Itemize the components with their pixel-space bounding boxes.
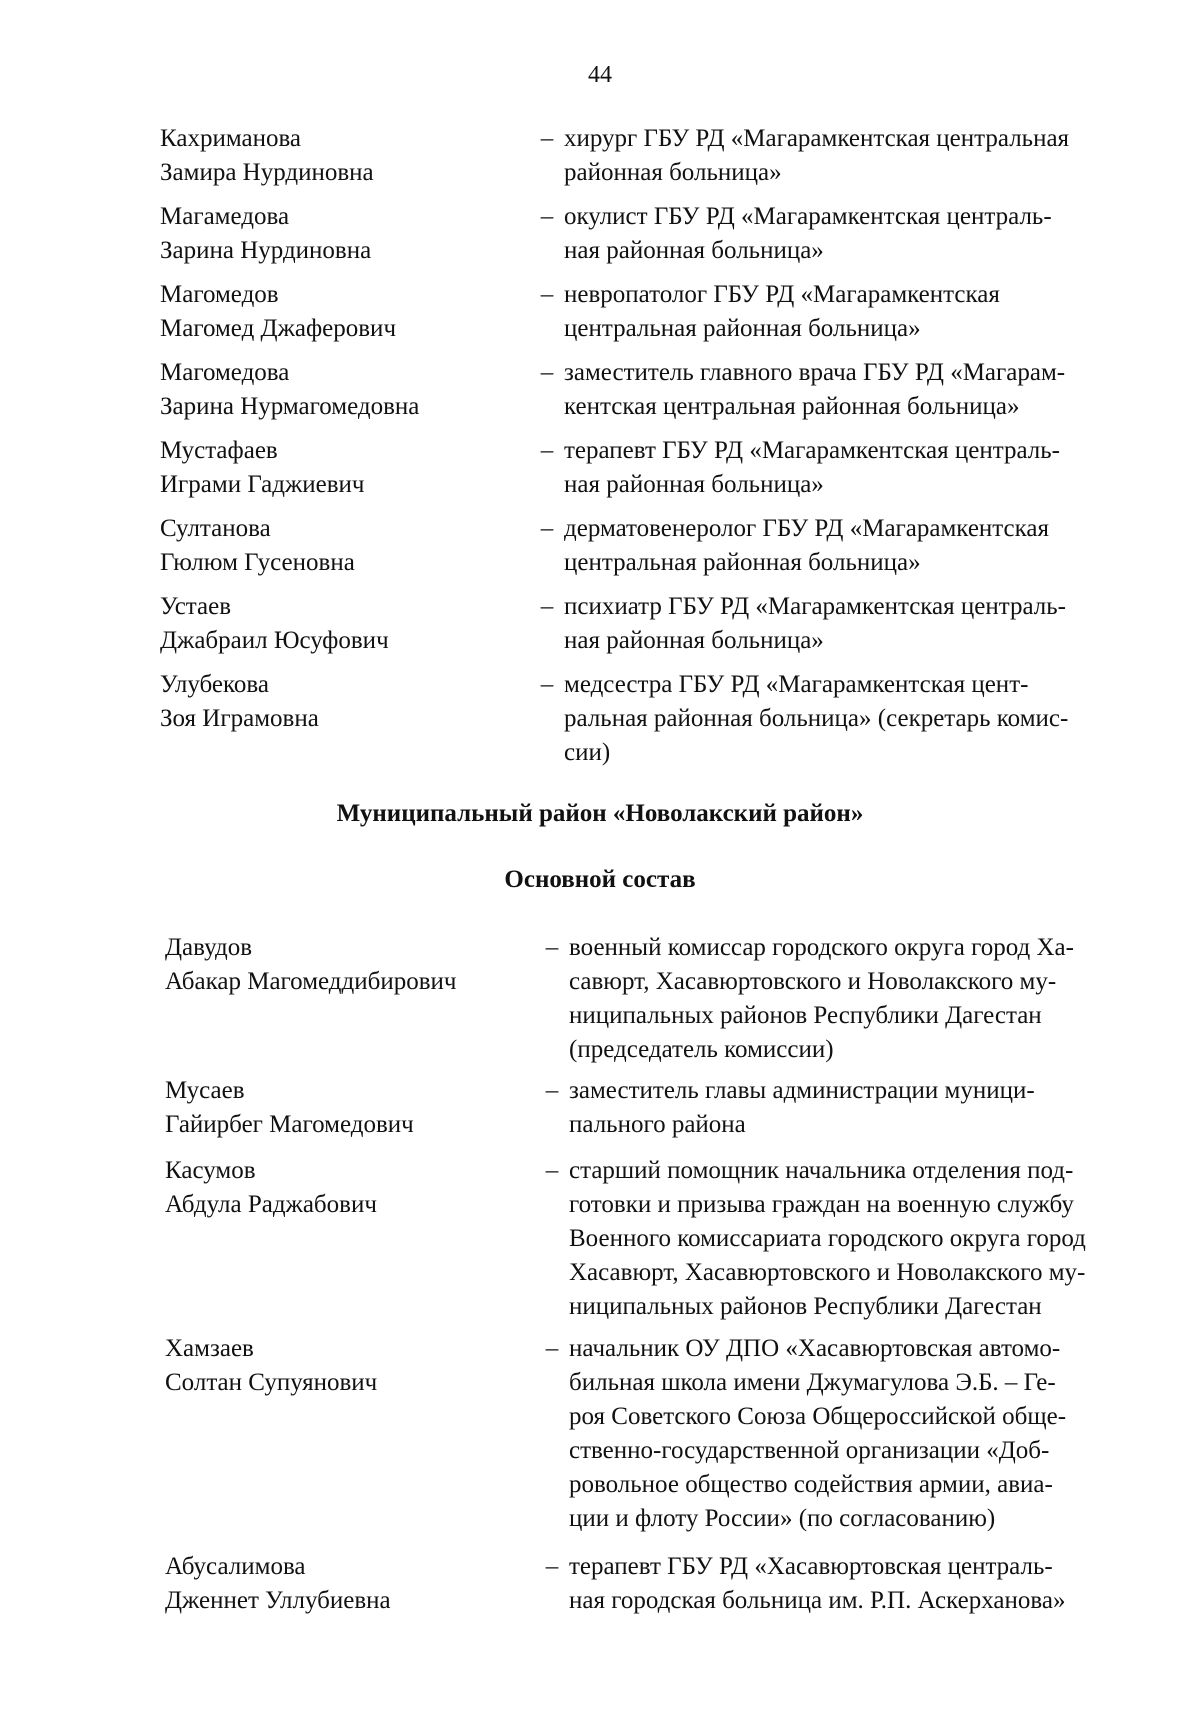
member-entry xyxy=(165,1154,1155,1332)
member-entry xyxy=(160,590,1150,668)
entry-dash: – xyxy=(545,934,559,961)
entry-dash: – xyxy=(540,593,554,620)
member-entry xyxy=(160,278,1150,356)
entry-dash: – xyxy=(540,281,554,308)
member-entry xyxy=(165,931,1155,1074)
member-list-section-2 xyxy=(165,931,1155,1618)
member-entry xyxy=(165,1550,1155,1618)
member-entry xyxy=(160,356,1150,434)
member-name: Магамедова Зарина Нурдиновна xyxy=(160,203,372,264)
member-name: Касумов Абдула Раджабович xyxy=(165,1157,377,1218)
member-entry xyxy=(160,200,1150,278)
member-name: Мусаев Гайирбег Магомедович xyxy=(165,1077,414,1138)
member-list-section-1 xyxy=(160,122,1150,770)
member-position: терапевт ГБУ РД «Магарамкентская централь- ная районная больница» xyxy=(564,437,1060,498)
entry-dash: – xyxy=(545,1553,559,1580)
composition-heading: Основной состав xyxy=(504,866,696,893)
member-position: начальник ОУ ДПО «Хасавюртовская автомо- бильная школа имени Джумагулова Э.Б. – Ге- роя Советского Союза Общероссийской обще- ственно-государственной организации «Доб- ровольное общество содействия армии, авиа- ции и флоту России» (по согласованию) xyxy=(569,1335,1067,1532)
member-name: Мустафаев Играми Гаджиевич xyxy=(160,437,365,498)
entry-dash: – xyxy=(540,359,554,386)
member-entry xyxy=(160,512,1150,590)
member-position: психиатр ГБУ РД «Магарамкентская централь- ная районная больница» xyxy=(564,593,1067,654)
member-entry xyxy=(165,1332,1155,1550)
entry-dash: – xyxy=(545,1335,559,1362)
member-position: военный комиссар городского округа город Ха- савюрт, Хасавюртовского и Новолакского му- ниципальных районов Республики Дагестан (председатель комиссии) xyxy=(569,934,1074,1063)
member-name: Давудов Абакар Магомеддибирович xyxy=(165,934,457,995)
member-name: Магомедова Зарина Нурмагомедовна xyxy=(160,359,420,420)
entry-dash: – xyxy=(540,515,554,542)
member-position: старший помощник начальника отделения под- готовки и призыва граждан на военную службу Военного комиссариата городского округа город Хасавюрт, Хасавюртовского и Новолакского му- ниципальных районов Республики Дагестан xyxy=(569,1157,1086,1320)
member-name: Устаев Джабраил Юсуфович xyxy=(160,593,389,654)
member-entry xyxy=(160,434,1150,512)
member-position: дерматовенеролог ГБУ РД «Магарамкентская центральная районная больница» xyxy=(564,515,1049,576)
member-position: хирург ГБУ РД «Магарамкентская центральная районная больница» xyxy=(564,125,1070,186)
entry-dash: – xyxy=(540,203,554,230)
member-position: терапевт ГБУ РД «Хасавюртовская централь- ная городская больница им. Р.П. Аскерханова» xyxy=(569,1553,1066,1614)
page-number: 44 xyxy=(588,62,612,88)
district-heading: Муниципальный район «Новолакский район» xyxy=(336,800,864,827)
member-entry xyxy=(160,122,1150,200)
member-name: Абусалимова Дженнет Уллубиевна xyxy=(165,1553,391,1614)
entry-dash: – xyxy=(540,671,554,698)
entry-dash: – xyxy=(545,1157,559,1184)
member-position: медсестра ГБУ РД «Магарамкентская цент- ральная районная больница» (секретарь комис- сии) xyxy=(564,671,1069,766)
member-position: заместитель главного врача ГБУ РД «Магарам- кентская центральная районная больница» xyxy=(564,359,1066,420)
member-name: Султанова Гюлюм Гусеновна xyxy=(160,515,355,576)
member-name: Магомедов Магомед Джаферович xyxy=(160,281,397,342)
member-name: Хамзаев Солтан Супуянович xyxy=(165,1335,378,1396)
member-name: Кахриманова Замира Нурдиновна xyxy=(160,125,374,186)
member-entry xyxy=(165,1074,1155,1154)
entry-dash: – xyxy=(545,1077,559,1104)
entry-dash: – xyxy=(540,125,554,152)
member-entry xyxy=(160,668,1150,770)
member-position: окулист ГБУ РД «Магарамкентская централь- ная районная больница» xyxy=(564,203,1052,264)
member-position: невропатолог ГБУ РД «Магарамкентская центральная районная больница» xyxy=(564,281,1000,342)
member-name: Улубекова Зоя Играмовна xyxy=(160,671,319,732)
entry-dash: – xyxy=(540,437,554,464)
member-position: заместитель главы администрации муници- пального района xyxy=(569,1077,1035,1138)
